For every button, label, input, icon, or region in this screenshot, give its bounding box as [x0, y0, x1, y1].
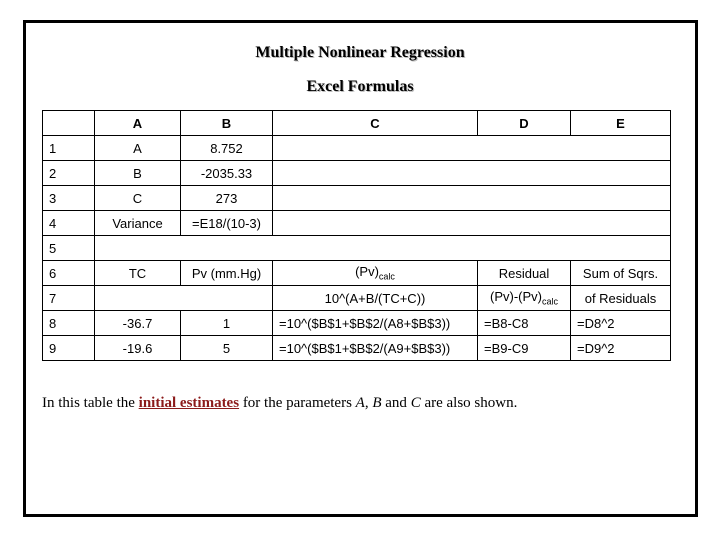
table-row	[43, 211, 671, 236]
row-number: 6	[43, 261, 95, 286]
column-header-a: A	[95, 111, 181, 136]
caption-highlight: initial estimates	[138, 395, 240, 411]
param-a: A	[355, 395, 365, 411]
row-number: 9	[43, 336, 95, 361]
caption-after: are also shown.	[420, 395, 518, 411]
row-number: 5	[43, 236, 95, 261]
cell-a7-b7	[95, 286, 273, 311]
cell-d8: =B8-C8	[478, 311, 571, 336]
table-row	[43, 261, 671, 286]
cell-c2-e2	[273, 161, 671, 186]
column-header-b: B	[181, 111, 273, 136]
row-number: 2	[43, 161, 95, 186]
page-title: Multiple Nonlinear Regression	[255, 44, 465, 61]
cell-b9: 5	[181, 336, 273, 361]
cell-c7: 10^(A+B/(TC+C))	[273, 286, 478, 311]
row-number: 4	[43, 211, 95, 236]
cell-b2: -2035.33	[181, 161, 273, 186]
cell-d9: =B9-C9	[478, 336, 571, 361]
cell-c3-e3	[273, 186, 671, 211]
cell-b8: 1	[181, 311, 273, 336]
row-number: 7	[43, 286, 95, 311]
cell-a9: -19.6	[95, 336, 181, 361]
cell-e9: =D9^2	[571, 336, 671, 361]
caption-text	[42, 395, 517, 412]
cell-b1: 8.752	[181, 136, 273, 161]
cell-a4: Variance	[95, 211, 181, 236]
cell-c1-e1	[273, 136, 671, 161]
caption-middle: for the parameters	[239, 395, 356, 411]
cell-b3: 273	[181, 186, 273, 211]
cell-a6: TC	[95, 261, 181, 286]
calc-subscript: calc	[378, 271, 395, 282]
table-row	[43, 136, 671, 161]
caption-before: In this table the	[42, 395, 139, 411]
calc-subscript: calc	[541, 296, 558, 307]
cell-empty-row5	[95, 236, 671, 261]
table-row	[43, 236, 671, 261]
cell-e7: of Residuals	[571, 286, 671, 311]
table-row	[43, 336, 671, 361]
cell-a8: -36.7	[95, 311, 181, 336]
page-subtitle: Excel Formulas	[306, 78, 414, 95]
caption-sep1: ,	[364, 395, 373, 411]
cell-a3: C	[95, 186, 181, 211]
cell-a2: B	[95, 161, 181, 186]
cell-a1: A	[95, 136, 181, 161]
spreadsheet-table	[42, 110, 671, 361]
corner-cell	[43, 111, 95, 136]
table-row	[43, 286, 671, 311]
table-row	[43, 311, 671, 336]
residual-label: (Pv)-(Pv)	[489, 289, 542, 305]
header-row	[43, 111, 671, 136]
cell-c9: =10^($B$1+$B$2/(A9+$B$3))	[273, 336, 478, 361]
row-number: 8	[43, 311, 95, 336]
cell-d6: Residual	[478, 261, 571, 286]
cell-d7	[478, 286, 571, 311]
table-row	[43, 161, 671, 186]
caption-sep2: and	[381, 395, 411, 411]
row-number: 3	[43, 186, 95, 211]
cell-b6: Pv (mm.Hg)	[181, 261, 273, 286]
column-header-d: D	[478, 111, 571, 136]
cell-e6: Sum of Sqrs.	[571, 261, 671, 286]
column-header-c: C	[273, 111, 478, 136]
param-c: C	[410, 395, 421, 411]
cell-c8: =10^($B$1+$B$2/(A8+$B$3))	[273, 311, 478, 336]
param-b: B	[372, 395, 382, 411]
column-header-e: E	[571, 111, 671, 136]
cell-c4-e4	[273, 211, 671, 236]
table-row	[43, 186, 671, 211]
pv-label: (Pv)	[355, 264, 379, 280]
cell-c6	[273, 261, 478, 286]
cell-e8: =D8^2	[571, 311, 671, 336]
cell-b4: =E18/(10-3)	[181, 211, 273, 236]
row-number: 1	[43, 136, 95, 161]
